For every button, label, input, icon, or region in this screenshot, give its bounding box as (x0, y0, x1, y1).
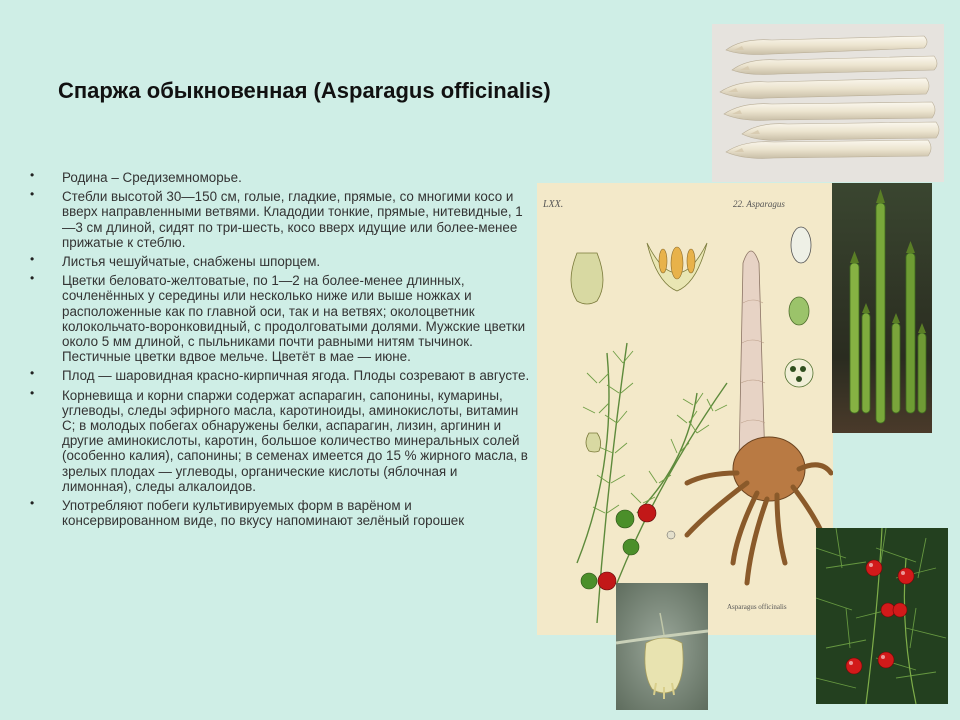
bullet-icon: • (30, 496, 35, 511)
bullet-icon: • (30, 187, 35, 202)
bullet-text: Употребляют побеги культивируемых форм в варёном и консервированном виде, по вкусу напоминают зелёный горошек (62, 498, 465, 529)
plate-label-right: 22. Asparagus (733, 199, 785, 209)
bullet-icon: • (30, 252, 35, 267)
plate-caption: Asparagus officinalis (727, 603, 787, 611)
bullet-item (30, 170, 530, 185)
plate-label-left: LXX. (543, 199, 564, 210)
slide-title: Спаржа обыкновенная (Asparagus officinalis) (58, 78, 551, 103)
bullet-icon: • (30, 168, 35, 182)
bullet-text: Родина – Средиземноморье. (62, 170, 242, 185)
bullet-text: Стебли высотой 30—150 см, голые, гладкие, прямые, со многими косо и вверх направленными ветвями. Кладодии тонкие, прямые, нитевидные, 1—3 см длиной, сидят по три-шесть, косо вверх идущие или более-менее прижатые к стеблю. (62, 189, 523, 250)
bullet-item (30, 385, 530, 494)
bullet-item (30, 254, 530, 269)
bullet-item (30, 368, 530, 383)
bullet-icon: • (30, 271, 35, 286)
bullet-list (30, 170, 530, 532)
bullet-item (30, 189, 530, 250)
bullet-item (30, 273, 530, 364)
bullet-text: Цветки беловато-желтоватые, по 1—2 на более-менее длинных, сочленённых у середины или несколько ниже или выше ножках и расположенные как по главной оси, так и на ветвях; околоцветник колокольчато-воронковидный, с продолговатыми долями. Мужские цветки около 5 мм длиной, с пыльниками почти равными нитям тычинок. Пестичные цветки вдвое мельче. Цветёт в мае — июне. (62, 273, 526, 365)
botanical-illustration (537, 183, 833, 635)
white-asparagus-photo (712, 24, 944, 182)
bullet-icon: • (30, 385, 35, 400)
bullet-text: Корневища и корни спаржи содержат аспарагин, сапонины, кумарины, углеводы, следы эфирного масла, каротиноиды, аминокислоты, витамин С; в молодых побегах обнаружены белки, аспарагин, лизин, аргинин и другие аминокислоты, каротин, большое количество минеральных солей (особенно калия), сапонины; в семенах имеется до 15 % жирного масла, в зрелых плодах — углеводы, органические кислоты (яблочная и лимонная), следы алкалоидов. (62, 387, 528, 494)
red-berries-photo (816, 528, 948, 704)
green-shoots-photo (832, 183, 932, 433)
bullet-icon: • (30, 366, 35, 381)
bullet-item (30, 498, 530, 528)
bullet-text: Плод — шаровидная красно-кирпичная ягода. Плоды созревают в августе. (62, 368, 530, 384)
bullet-text: Листья чешуйчатые, снабжены шпорцем. (62, 254, 321, 270)
asparagus-flower-photo (616, 583, 708, 710)
